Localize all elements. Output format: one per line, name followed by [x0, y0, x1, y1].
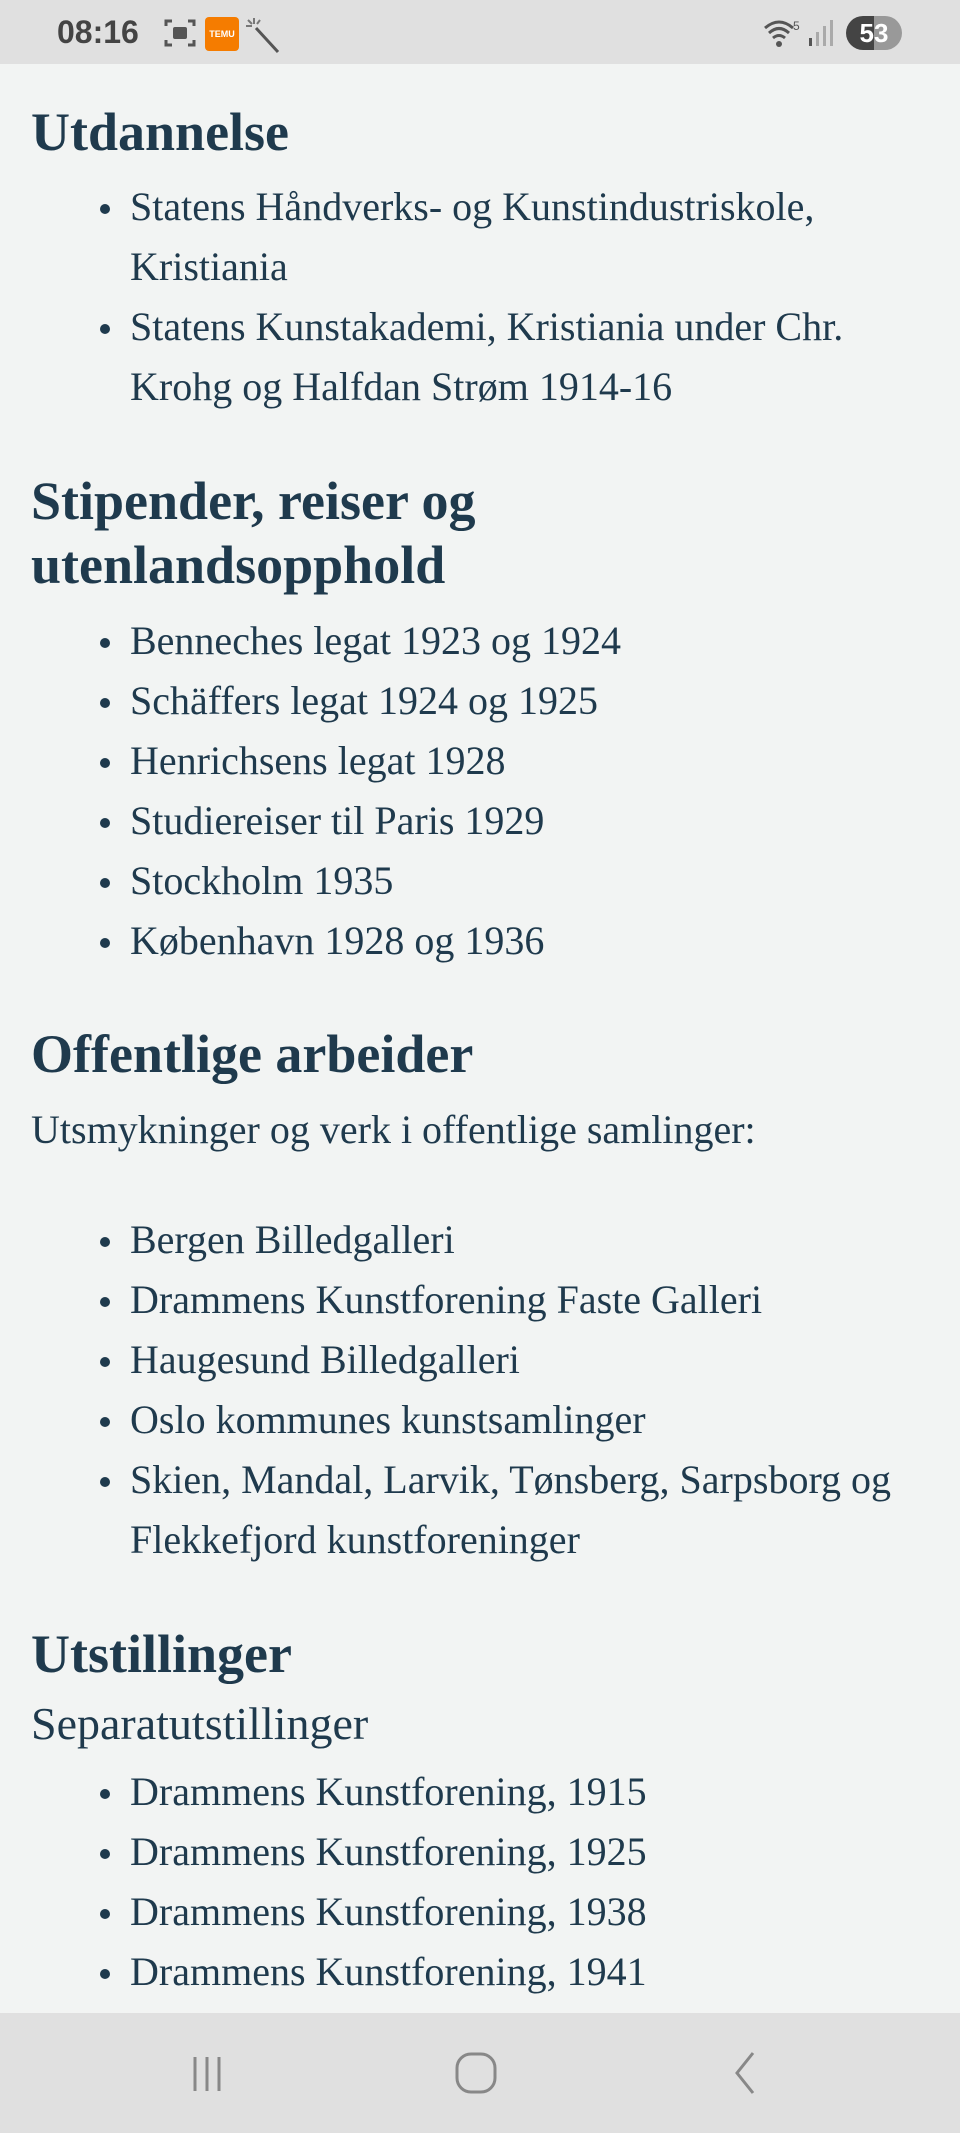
back-button[interactable] [715, 2043, 775, 2103]
article-content [0, 64, 960, 2002]
list-offentlige-arbeider [0, 1210, 960, 1570]
list-item: Henrichsens legat 1928 [130, 731, 940, 791]
temu-app-icon: TEMU [205, 17, 239, 51]
screenshot-icon [163, 18, 197, 48]
list-item: Stockholm 1935 [130, 851, 940, 911]
section-intro: Utsmykninger og verk i offentlige samlinger: [31, 1107, 756, 1152]
magic-wand-icon [246, 18, 282, 54]
home-icon [454, 2051, 498, 2095]
list-utdannelse [0, 177, 960, 417]
signal-icon [807, 18, 837, 48]
status-bar [0, 0, 960, 64]
back-icon [725, 2051, 765, 2095]
list-item: Benneches legat 1923 og 1924 [130, 611, 940, 671]
navigation-bar [0, 2013, 960, 2133]
list-item: Statens Kunstakademi, Kristiania under Chr. Krohg og Halfdan Strøm 1914-16 [130, 297, 940, 417]
list-item: Drammens Kunstforening, 1925 [130, 1822, 940, 1882]
list-item: Studiereiser til Paris 1929 [130, 791, 940, 851]
list-item: Skien, Mandal, Larvik, Tønsberg, Sarpsborg og Flekkefjord kunstforeninger [130, 1450, 940, 1570]
subheading-separatutstillinger: Separatutstillinger [31, 1698, 369, 1749]
list-item: Bergen Billedgalleri [130, 1210, 940, 1270]
heading-offentlige-arbeider: Offentlige arbeider [31, 1024, 474, 1084]
clock: 08:16 [57, 14, 139, 50]
list-separatutstillinger [0, 1762, 960, 2002]
svg-text:5: 5 [793, 19, 800, 33]
recent-apps-button[interactable] [177, 2043, 237, 2103]
list-item: Drammens Kunstforening, 1941 [130, 1942, 940, 2002]
recent-apps-icon [187, 2053, 227, 2093]
list-item: Oslo kommunes kunstsamlinger [130, 1390, 940, 1450]
list-item: København 1928 og 1936 [130, 911, 940, 971]
wifi-icon [763, 18, 803, 50]
battery-icon: 53 [846, 16, 902, 50]
heading-utdannelse: Utdannelse [31, 102, 290, 162]
list-item: Drammens Kunstforening Faste Galleri [130, 1270, 940, 1330]
list-item: Statens Håndverks- og Kunstindustriskole, Kristiania [130, 177, 940, 297]
heading-utstillinger: Utstillinger [31, 1624, 292, 1684]
heading-stipender: Stipender, reiser og utenlandsopphold [31, 471, 476, 595]
home-button[interactable] [446, 2043, 506, 2103]
list-stipender [0, 611, 960, 971]
list-item: Haugesund Billedgalleri [130, 1330, 940, 1390]
list-item: Drammens Kunstforening, 1915 [130, 1762, 940, 1822]
list-item: Schäffers legat 1924 og 1925 [130, 671, 940, 731]
list-item: Drammens Kunstforening, 1938 [130, 1882, 940, 1942]
